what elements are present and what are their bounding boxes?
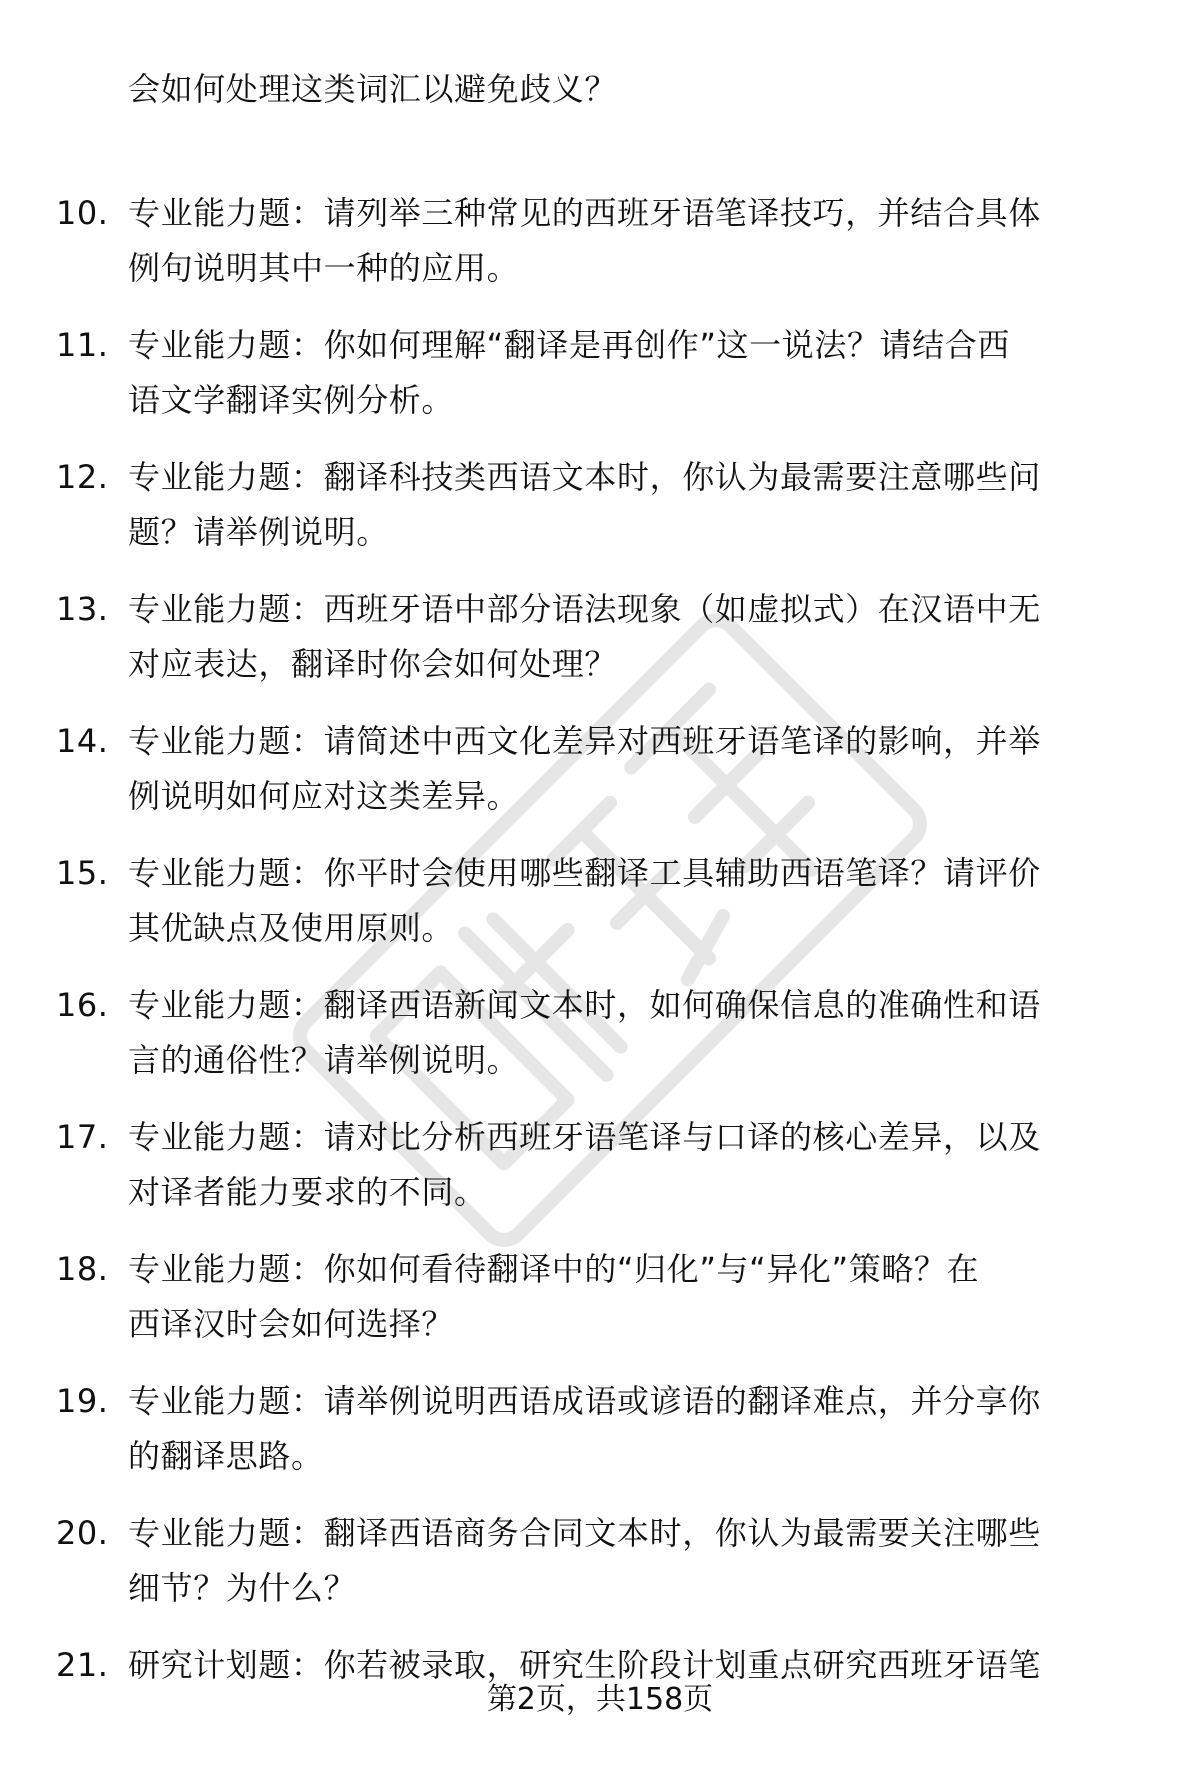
question-text-line: 语文学翻译实例分析。 bbox=[128, 381, 455, 419]
question-text-line: 会如何处理这类词汇以避免歧义？ bbox=[128, 70, 618, 108]
question-item bbox=[0, 318, 1200, 450]
question-number: 20. bbox=[56, 1514, 109, 1552]
question-number: 10. bbox=[56, 194, 109, 232]
question-number: 16. bbox=[56, 986, 109, 1024]
question-text bbox=[128, 318, 1144, 428]
question-item bbox=[0, 846, 1200, 978]
question-text-line: 专业能力题：西班牙语中部分语法现象（如虚拟式）在汉语中无 bbox=[128, 590, 1041, 628]
question-item bbox=[0, 714, 1200, 846]
question-text bbox=[128, 1374, 1144, 1484]
question-text bbox=[128, 62, 1144, 117]
question-text-line: 题？请举例说明。 bbox=[128, 513, 389, 551]
question-item bbox=[0, 1506, 1200, 1638]
page-footer: 第2页，共158页 bbox=[486, 1682, 714, 1717]
question-text-line: 专业能力题：翻译西语新闻文本时，如何确保信息的准确性和语 bbox=[128, 986, 1041, 1024]
question-text-line: 西译汉时会如何选择？ bbox=[128, 1305, 455, 1343]
question-text-line: 专业能力题：请列举三种常见的西班牙语笔译技巧，并结合具体 bbox=[128, 194, 1041, 232]
question-list bbox=[0, 62, 1200, 1770]
question-item bbox=[0, 186, 1200, 318]
question-text-line: 对译者能力要求的不同。 bbox=[128, 1173, 487, 1211]
question-number: 17. bbox=[56, 1118, 109, 1156]
question-text bbox=[128, 1242, 1144, 1352]
question-text bbox=[128, 186, 1144, 296]
question-text bbox=[128, 978, 1144, 1088]
question-text bbox=[128, 582, 1144, 692]
question-text-line: 对应表达，翻译时你会如何处理？ bbox=[128, 645, 618, 683]
question-text-line: 研究计划题：你若被录取，研究生阶段计划重点研究西班牙语笔 bbox=[128, 1646, 1041, 1684]
question-item bbox=[0, 1374, 1200, 1506]
question-item bbox=[0, 450, 1200, 582]
question-text-line: 例句说明其中一种的应用。 bbox=[128, 249, 520, 287]
question-text bbox=[128, 846, 1144, 956]
question-item bbox=[0, 1242, 1200, 1374]
question-text bbox=[128, 1110, 1144, 1220]
question-text-line: 的翻译思路。 bbox=[128, 1437, 324, 1475]
question-text bbox=[128, 714, 1144, 824]
question-number: 11. bbox=[56, 326, 109, 364]
question-number: 19. bbox=[56, 1382, 109, 1420]
question-text-line: 专业能力题：请简述中西文化差异对西班牙语笔译的影响，并举 bbox=[128, 722, 1041, 760]
question-text-line: 专业能力题：请举例说明西语成语或谚语的翻译难点，并分享你 bbox=[128, 1382, 1041, 1420]
question-text bbox=[128, 1506, 1144, 1616]
question-text-line: 专业能力题：你如何理解“翻译是再创作”这一说法？请结合西 bbox=[128, 326, 1010, 364]
question-text-line: 专业能力题：翻译西语商务合同文本时，你认为最需要关注哪些 bbox=[128, 1514, 1041, 1552]
question-text-line: 其优缺点及使用原则。 bbox=[128, 909, 455, 947]
question-number: 12. bbox=[56, 458, 109, 496]
question-item bbox=[0, 978, 1200, 1110]
question-number: 13. bbox=[56, 590, 109, 628]
question-text-line: 专业能力题：你如何看待翻译中的“归化”与“异化”策略？在 bbox=[128, 1250, 980, 1288]
question-number: 18. bbox=[56, 1250, 109, 1288]
question-text bbox=[128, 450, 1144, 560]
question-text-line: 专业能力题：你平时会使用哪些翻译工具辅助西语笔译？请评价 bbox=[128, 854, 1041, 892]
question-number: 14. bbox=[56, 722, 109, 760]
question-item bbox=[0, 1110, 1200, 1242]
question-text-line: 专业能力题：请对比分析西班牙语笔译与口译的核心差异，以及 bbox=[128, 1118, 1041, 1156]
question-item bbox=[0, 582, 1200, 714]
question-text-line: 细节？为什么？ bbox=[128, 1569, 357, 1607]
question-number: 15. bbox=[56, 854, 109, 892]
question-text-line: 专业能力题：翻译科技类西语文本时，你认为最需要注意哪些问 bbox=[128, 458, 1041, 496]
question-number: 21. bbox=[56, 1646, 109, 1684]
question-text-line: 例说明如何应对这类差异。 bbox=[128, 777, 520, 815]
question-item bbox=[0, 62, 1200, 118]
question-text-line: 言的通俗性？请举例说明。 bbox=[128, 1041, 520, 1079]
